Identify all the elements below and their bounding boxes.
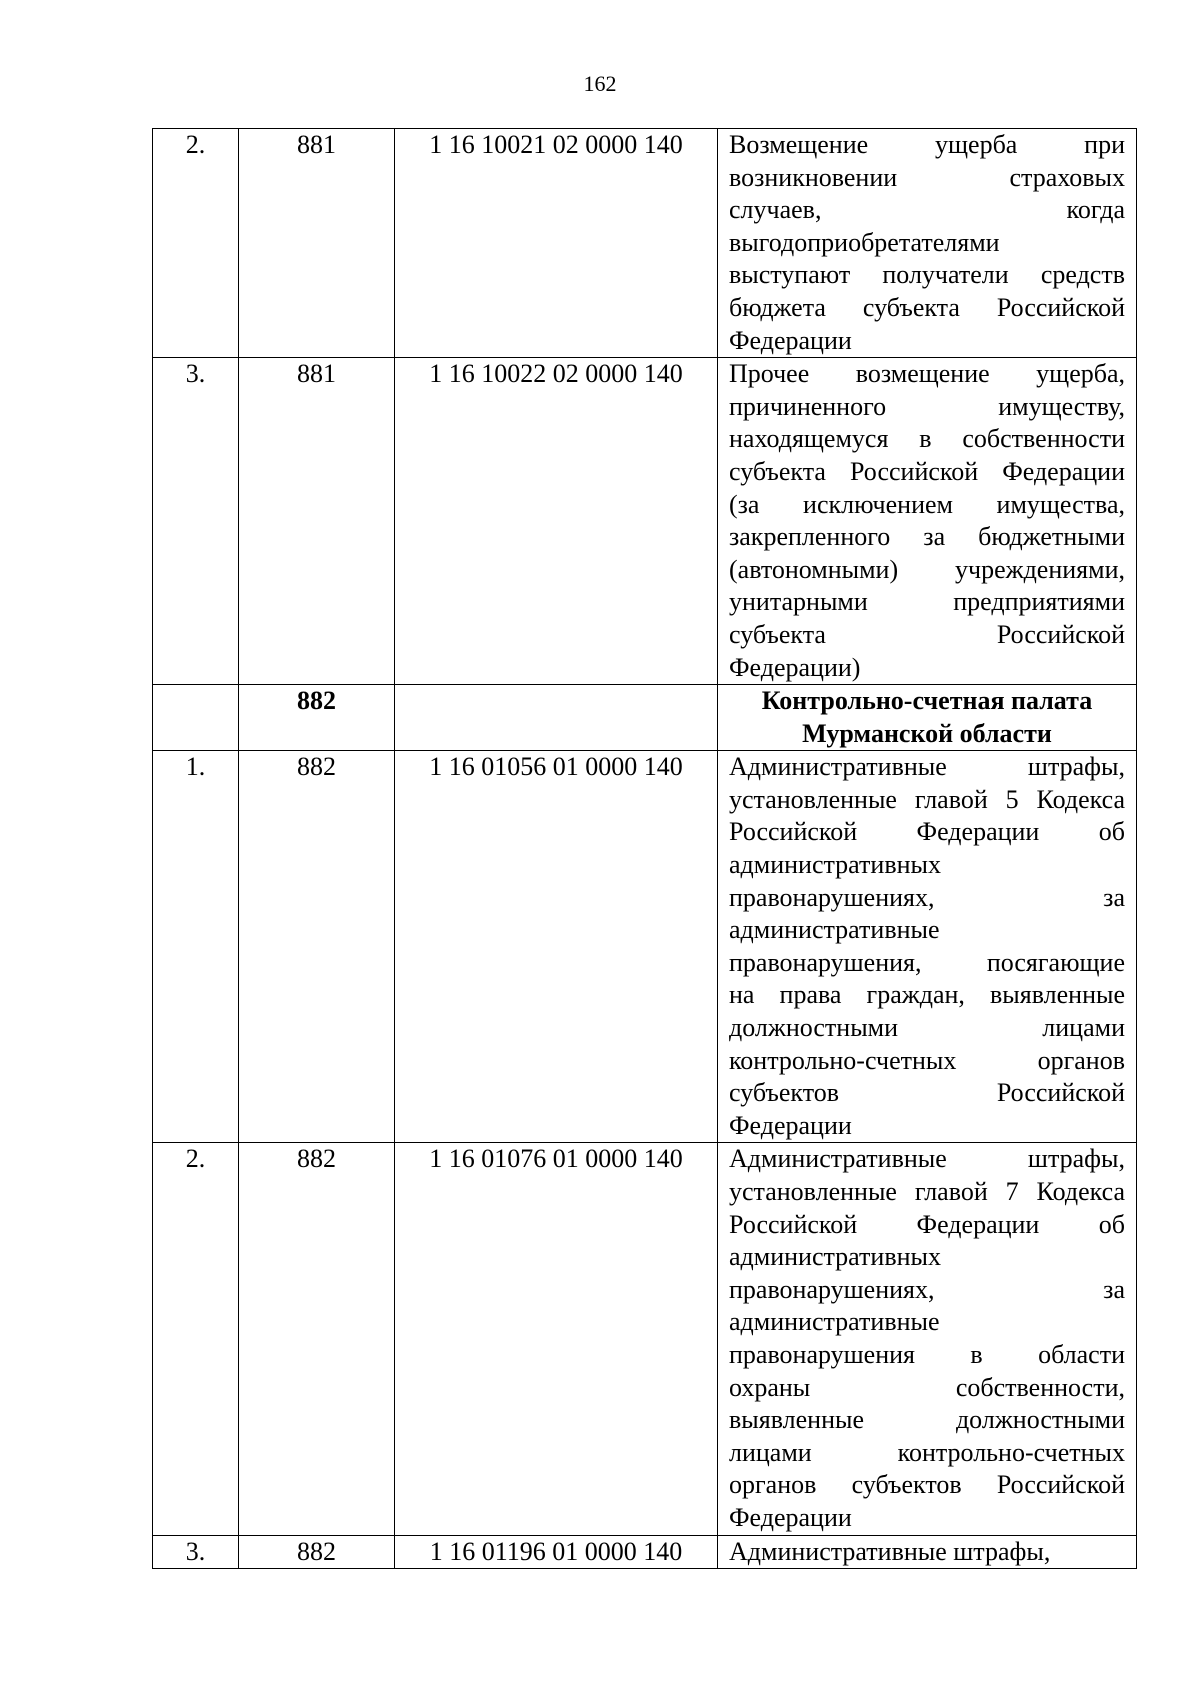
description-line: административных [729, 1242, 941, 1272]
description-line: выгодоприобретателями [729, 227, 1000, 257]
row-number-cell [153, 685, 239, 751]
admin-code-cell: 882 [239, 1535, 395, 1569]
table-body [153, 129, 1137, 1569]
description-line: органов субъектов Российской [729, 1470, 1125, 1500]
description-line: выявленные должностными [729, 1405, 1125, 1435]
admin-code-cell: 882 [239, 1143, 395, 1535]
admin-code-cell: 882 [239, 751, 395, 1143]
description-line: на права граждан, выявленные [729, 980, 1125, 1010]
description-line: Федерации) [729, 652, 861, 682]
description-line: Административные штрафы, [729, 752, 1125, 782]
description-line: охраны собственности, [729, 1372, 1125, 1402]
description-line: Административные штрафы, [729, 1536, 1051, 1566]
description-line: Мурманской области [802, 718, 1052, 748]
description-line: Федерации [729, 1110, 852, 1140]
section-row [153, 685, 1137, 751]
budget-code-cell: 1 16 10022 02 0000 140 [395, 358, 718, 685]
description-line: правонарушения, посягающие [729, 947, 1125, 977]
description-line: Федерации [729, 325, 852, 355]
description-line: причиненного имуществу, [729, 391, 1125, 421]
description-line: административных [729, 850, 941, 880]
description-line: Российской Федерации об [729, 1209, 1125, 1239]
description-line: установленные главой 5 Кодекса [729, 784, 1125, 814]
table-row [153, 751, 1137, 1143]
description-line: правонарушениях, за [729, 882, 1125, 912]
admin-code-cell: 882 [239, 685, 395, 751]
budget-code-cell: 1 16 10021 02 0000 140 [395, 129, 718, 358]
description-cell [718, 1143, 1137, 1535]
description-line: административные [729, 1307, 940, 1337]
description-line: правонарушения в области [729, 1339, 1125, 1369]
description-line: лицами контрольно-счетных [729, 1437, 1125, 1467]
description-line: Административные штрафы, [729, 1144, 1125, 1174]
table-row [153, 1143, 1137, 1535]
description-line: (за исключением имущества, [729, 489, 1125, 519]
budget-code-cell [395, 685, 718, 751]
description-cell [718, 1535, 1137, 1569]
budget-code-cell: 1 16 01196 01 0000 140 [395, 1535, 718, 1569]
description-line: бюджета субъекта Российской [729, 292, 1125, 322]
description-line: Контрольно-счетная палата [761, 686, 1093, 716]
description-line: субъектов Российской [729, 1078, 1125, 1108]
description-line: контрольно-счетных органов [729, 1045, 1125, 1075]
description-line: установленные главой 7 Кодекса [729, 1177, 1125, 1206]
row-number-cell: 3. [153, 358, 239, 685]
row-number-cell: 1. [153, 751, 239, 1143]
description-line: (автономными) учреждениями, [729, 554, 1125, 584]
description-line: субъекта Российской [729, 619, 1125, 649]
description-cell [718, 751, 1137, 1143]
description-line: Возмещение ущерба при [729, 130, 1125, 159]
row-number-cell: 3. [153, 1535, 239, 1569]
description-line: Федерации [729, 1502, 852, 1532]
budget-code-cell: 1 16 01056 01 0000 140 [395, 751, 718, 1143]
description-line: должностными лицами [729, 1013, 1125, 1043]
description-line: случаев, когда [729, 195, 1125, 225]
budget-codes-table [152, 128, 1137, 1569]
admin-code-cell: 881 [239, 358, 395, 685]
description-cell [718, 685, 1137, 751]
description-line: Прочее возмещение ущерба, [729, 359, 1125, 389]
admin-code-cell: 881 [239, 129, 395, 358]
description-line: выступают получатели средств [729, 260, 1125, 290]
row-number-cell: 2. [153, 129, 239, 358]
description-line: правонарушениях, за [729, 1274, 1125, 1304]
page-number: 162 [583, 71, 617, 96]
budget-code-cell: 1 16 01076 01 0000 140 [395, 1143, 718, 1535]
description-line: Российской Федерации об [729, 817, 1125, 847]
description-line: возникновении страховых [729, 162, 1125, 192]
description-line: находящемуся в собственности [729, 424, 1125, 454]
table-row [153, 129, 1137, 358]
table-row [153, 1535, 1137, 1569]
table-row [153, 358, 1137, 685]
row-number-cell: 2. [153, 1143, 239, 1535]
description-line: унитарными предприятиями [729, 587, 1125, 617]
description-line: административные [729, 915, 940, 945]
description-cell [718, 129, 1137, 358]
description-cell [718, 358, 1137, 685]
description-line: субъекта Российской Федерации [729, 456, 1125, 486]
description-line: закрепленного за бюджетными [729, 522, 1125, 552]
